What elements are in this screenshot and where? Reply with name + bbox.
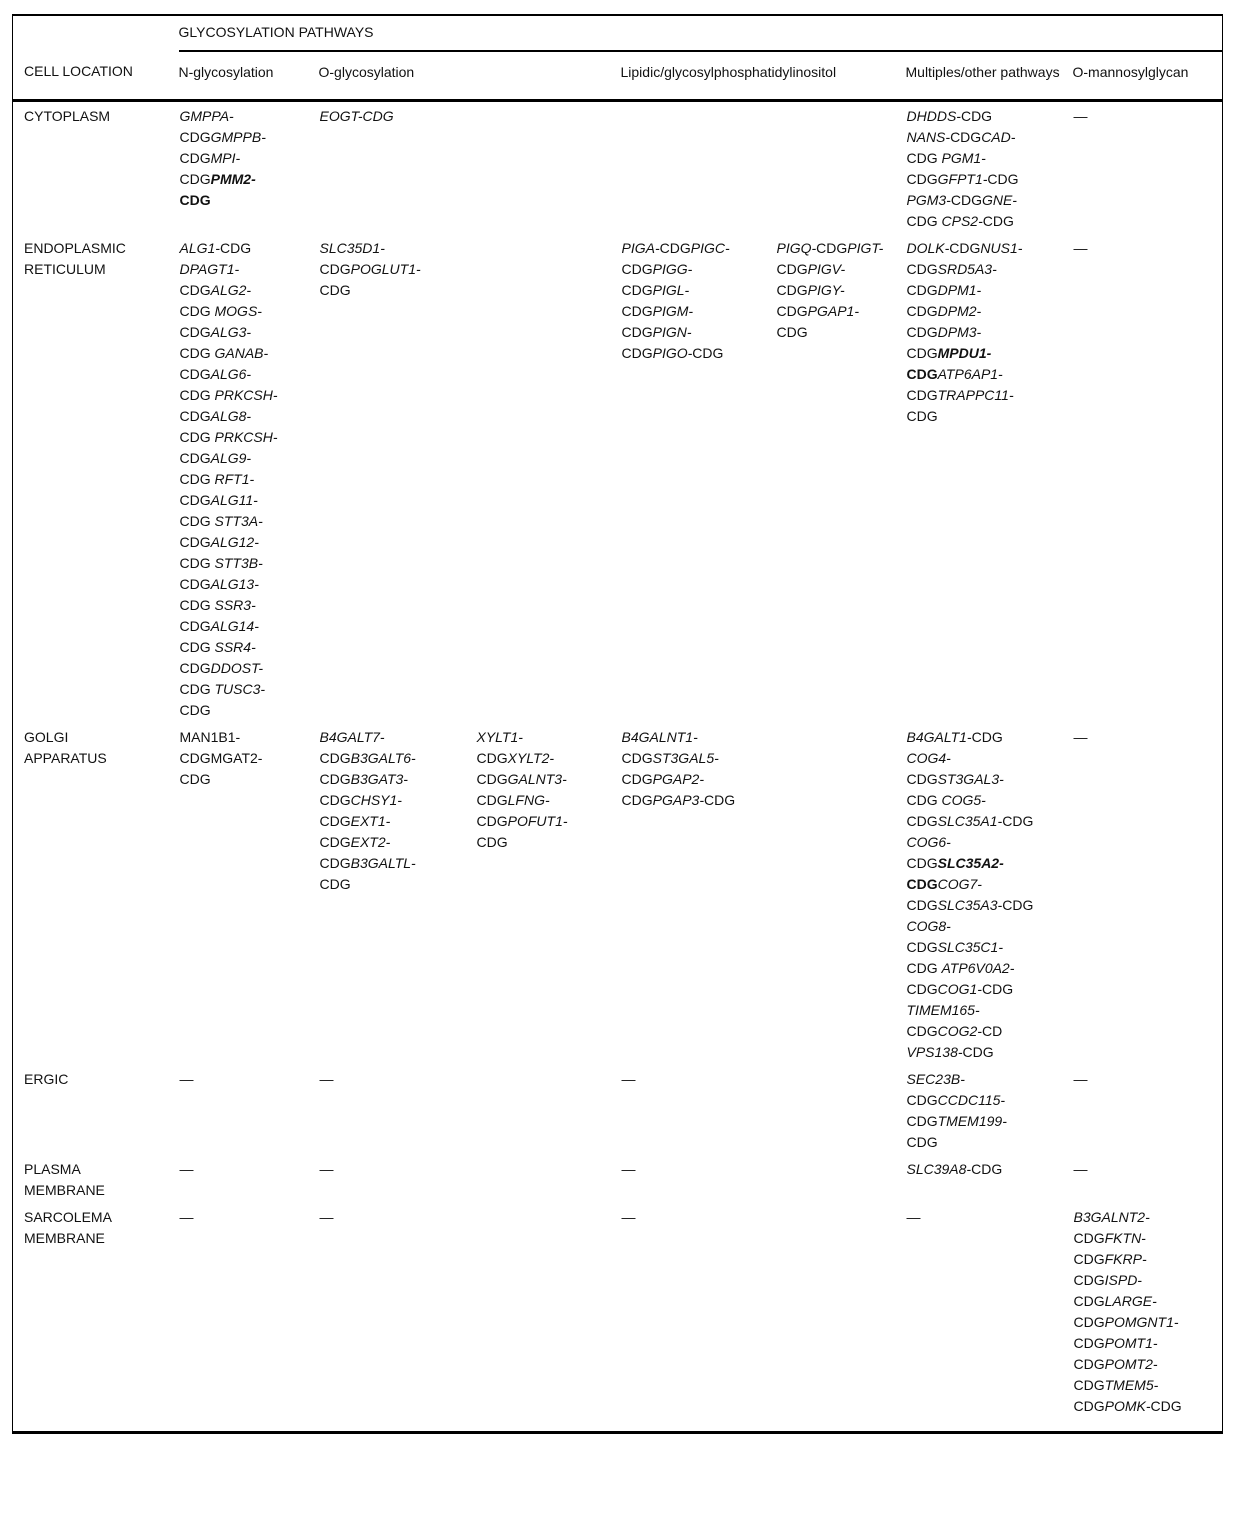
table-row (13, 1065, 1223, 1155)
cell-multi (906, 1155, 1073, 1203)
text-run: SSR4- (214, 639, 256, 655)
text-run: DPM3- (937, 324, 982, 340)
cell-n-gly (179, 1065, 319, 1155)
table-row (13, 101, 1223, 235)
text-run: CD (981, 1023, 1003, 1039)
text-run: DPM1- (937, 282, 982, 298)
text-run: SRD5A3- (937, 261, 997, 277)
cell-n-gly (179, 1203, 319, 1433)
text-run: CDG (179, 171, 211, 187)
text-run: PIGY- (807, 282, 845, 298)
text-run: CDG (179, 150, 211, 166)
table-row (13, 723, 1223, 1065)
text-run: VPS138- (906, 1044, 963, 1060)
text-run: PMM2- (210, 171, 256, 187)
cell-o-gly-b (476, 234, 621, 723)
text-run: SLC35A2- (937, 855, 1004, 871)
text-run: COG5- (941, 792, 986, 808)
text-run: COG7- (937, 876, 982, 892)
table-body (13, 101, 1223, 1433)
text-run: CDG (987, 171, 1019, 187)
column-header-row (13, 51, 1223, 101)
col-header-cell-location: CELL LOCATION (13, 51, 179, 101)
col-header-o-mannosylglycan: O-mannosylglycan (1073, 51, 1223, 101)
text-run: CDG (1073, 1230, 1105, 1246)
text-run: CDG (476, 750, 508, 766)
cell-o-gly-a (319, 1203, 476, 1433)
text-run: CDG (179, 303, 215, 319)
col-header-n-glycosylation: N-glycosylation (179, 51, 319, 101)
text-run: CDG (179, 513, 215, 529)
cell-o-gly-a (319, 234, 476, 723)
text-run: — (319, 1161, 334, 1177)
text-run: CDG (621, 261, 653, 277)
text-run: CDG (906, 150, 942, 166)
text-run: ALG12- (210, 534, 259, 550)
cell-lip-b (776, 1155, 906, 1203)
text-run: CDG (179, 597, 215, 613)
text-run: CDG (179, 387, 215, 403)
text-run: CDG (906, 1134, 938, 1150)
cell-multi (906, 101, 1073, 235)
cell-o-gly-a (319, 1155, 476, 1203)
text-run: — (179, 1071, 194, 1087)
text-run: DPAGT1- (179, 261, 240, 277)
cell-o-gly-b (476, 101, 621, 235)
text-run: PIGL- (652, 282, 690, 298)
text-run: — (1073, 1161, 1088, 1177)
text-run: GALNT3- (507, 771, 567, 787)
text-run: CDG (319, 855, 351, 871)
table-row (13, 1203, 1223, 1433)
text-run: ALG9- (210, 450, 252, 466)
cell-n-gly (179, 234, 319, 723)
text-run: CDG (319, 750, 351, 766)
cell-o-gly-b (476, 1065, 621, 1155)
text-run: CDG (906, 1113, 938, 1129)
text-run: CDG (476, 813, 508, 829)
text-run: CDG (319, 876, 351, 892)
text-run: SLC35A3- (937, 897, 1003, 913)
text-run: CDG (906, 282, 938, 298)
text-run: CDG (621, 324, 653, 340)
text-run: CDG (319, 261, 351, 277)
text-run: CDG (906, 1092, 938, 1108)
cell-location: CYTOPLASM (24, 108, 111, 124)
text-run: FKRP- (1104, 1251, 1147, 1267)
text-run: MPI- (210, 150, 241, 166)
table-row (13, 1155, 1223, 1203)
text-run: SLC39A8- (906, 1161, 972, 1177)
text-run: CDG (179, 366, 211, 382)
text-run: CDG (319, 792, 351, 808)
text-run: PIGN- (652, 324, 692, 340)
text-run: CDG (179, 450, 211, 466)
text-run: CCDC115- (937, 1092, 1006, 1108)
text-run: CDG (1150, 1398, 1182, 1414)
text-run: CDG (1073, 1335, 1105, 1351)
text-run: — (319, 1071, 334, 1087)
cell-o-gly-b (476, 1203, 621, 1433)
text-run: ALG3- (210, 324, 252, 340)
text-run: — (319, 1209, 334, 1225)
text-run: PIGG- (652, 261, 693, 277)
text-run: CDG (621, 792, 653, 808)
text-run: CDG (1073, 1398, 1105, 1414)
empty-corner-cell (13, 15, 179, 51)
text-run: — (179, 1209, 194, 1225)
text-run: POMT1- (1104, 1335, 1158, 1351)
cell-location: ERGIC (24, 1071, 69, 1087)
text-run: ISPD- (1104, 1272, 1142, 1288)
text-run: DDOST- (210, 660, 264, 676)
cell-o-man (1073, 1065, 1223, 1155)
text-run: CDG (179, 702, 211, 718)
text-run: CDG (179, 192, 211, 208)
text-run: PRKCSH- (214, 387, 278, 403)
col-header-lipidic: Lipidic/glycosylphosphatidylinositol (621, 51, 906, 101)
text-run: GNE- (981, 192, 1017, 208)
text-run: B4GALT1- (906, 729, 972, 745)
text-run: ALG13- (210, 576, 259, 592)
cell-lip-a (621, 1155, 776, 1203)
text-run: GMPPA- (179, 108, 234, 124)
cell-lip-b (776, 1203, 906, 1433)
text-run: XYLT1- (476, 729, 523, 745)
cell-location: PLASMA MEMBRANE (24, 1161, 105, 1198)
text-run: CDG (319, 771, 351, 787)
text-run: — (621, 1161, 636, 1177)
text-run: CDG (179, 492, 211, 508)
text-run: COG4- (906, 750, 951, 766)
cell-o-man (1073, 101, 1223, 235)
text-run: MAN1B1-CDGMGAT2-CDG (179, 729, 263, 787)
text-run: ALG8- (210, 408, 252, 424)
text-run: CDG (906, 171, 938, 187)
text-run: RFT1- (214, 471, 255, 487)
text-run: MPDU1- (937, 345, 992, 361)
text-run: DOLK- (906, 240, 950, 256)
text-run: CDG (179, 345, 215, 361)
text-run: XYLT2- (507, 750, 555, 766)
text-run: PGAP2- (652, 771, 704, 787)
text-run: POGLUT1- (350, 261, 421, 277)
text-run: PIGT- (847, 240, 884, 256)
text-run: COG1- (937, 981, 982, 997)
cell-n-gly (179, 723, 319, 1065)
text-run: CDG (982, 213, 1014, 229)
text-run: SSR3- (214, 597, 256, 613)
text-run: LARGE- (1104, 1293, 1157, 1309)
text-run: B3GAT3- (350, 771, 408, 787)
cell-lip-a (621, 101, 776, 235)
text-run: ST3GAL3- (937, 771, 1004, 787)
cell-lip-b (776, 1065, 906, 1155)
text-run: CDG (179, 681, 215, 697)
text-run: SEC23B- (906, 1071, 965, 1087)
text-run: — (621, 1071, 636, 1087)
text-run: CDG (906, 897, 938, 913)
text-run: PGAP3- (652, 792, 704, 808)
text-run: CDG (703, 792, 736, 808)
text-run: CDG (906, 771, 938, 787)
text-run: — (1073, 240, 1088, 256)
glycosylation-pathways-table (12, 14, 1223, 1434)
text-run: B3GALTL- (350, 855, 416, 871)
text-run: TMEM199- (937, 1113, 1007, 1129)
text-run: CDG (179, 660, 211, 676)
text-run: CDG (906, 855, 938, 871)
text-run: ALG1- (179, 240, 220, 256)
text-run: ATP6AP1- (937, 366, 1003, 382)
text-run: CDG (906, 303, 938, 319)
text-run: STT3B- (214, 555, 263, 571)
text-run: EXT2- (350, 834, 391, 850)
text-run: PGM1- (941, 150, 986, 166)
text-run: POMK- (1104, 1398, 1151, 1414)
group-header: GLYCOSYLATION PATHWAYS (179, 15, 1223, 51)
text-run: POMGNT1- (1104, 1314, 1179, 1330)
text-run: CDG (621, 771, 653, 787)
text-run: CDG (776, 324, 808, 340)
text-run: CDG (906, 408, 938, 424)
text-run: CDG (906, 324, 938, 340)
text-run: CDG (981, 981, 1014, 997)
text-run: TUSC3- (214, 681, 266, 697)
cell-lip-a (621, 1065, 776, 1155)
text-run: CDG (776, 303, 808, 319)
text-run: — (1073, 1071, 1088, 1087)
text-run: TIMEM165- (906, 1002, 980, 1018)
cell-o-man (1073, 234, 1223, 723)
text-run: CHSY1- (350, 792, 402, 808)
text-run: PIGV- (807, 261, 846, 277)
cell-multi (906, 1065, 1073, 1155)
text-run: GMPPB- (210, 129, 266, 145)
text-run: CDG (816, 240, 848, 256)
cell-o-man (1073, 723, 1223, 1065)
text-run: PGM3- (906, 192, 951, 208)
text-run: — (621, 1209, 636, 1225)
text-run: CDG (1073, 1314, 1105, 1330)
cell-lip-b (776, 723, 906, 1065)
text-run: CDG (179, 555, 215, 571)
text-run: CDG (179, 618, 211, 634)
text-run: ALG14- (210, 618, 259, 634)
text-run: CDG (319, 813, 351, 829)
text-run: CDG (971, 1161, 1003, 1177)
text-run: LFNG- (507, 792, 550, 808)
cell-o-gly-a (319, 101, 476, 235)
cell-location: GOLGI APPARATUS (24, 729, 107, 766)
text-run: — (179, 1161, 194, 1177)
text-run: SLC35D1- (319, 240, 385, 256)
text-run: FKTN- (1104, 1230, 1146, 1246)
text-run: CDG (1073, 1293, 1105, 1309)
text-run: CDG (476, 792, 508, 808)
text-run: STT3A- (214, 513, 263, 529)
cell-o-man (1073, 1155, 1223, 1203)
cell-lip-a (621, 234, 776, 723)
text-run: PRKCSH- (214, 429, 278, 445)
text-run: CDG (179, 639, 215, 655)
cell-n-gly (179, 1155, 319, 1203)
text-run: MOGS- (214, 303, 262, 319)
cell-lip-b (776, 234, 906, 723)
text-run: CDG (906, 387, 938, 403)
text-run: — (906, 1209, 921, 1225)
cell-n-gly (179, 101, 319, 235)
text-run: NANS- (906, 129, 951, 145)
col-header-multiples-other-pathways: Multiples/other pathways (906, 51, 1073, 101)
text-run: CDG (906, 792, 942, 808)
text-run: B3GALT6- (350, 750, 416, 766)
cell-multi (906, 723, 1073, 1065)
text-run: CDG (906, 366, 938, 382)
table-header (13, 15, 1223, 101)
text-run: SLC35A1- (937, 813, 1003, 829)
text-run: COG2- (937, 1023, 982, 1039)
text-run: ST3GAL5- (652, 750, 719, 766)
cell-location: SARCOLEMA MEMBRANE (24, 1209, 112, 1246)
cell-o-man (1073, 1203, 1223, 1433)
text-run: CDG (950, 192, 982, 208)
text-run: CDG (906, 960, 942, 976)
text-run: B3GALNT2- (1073, 1209, 1150, 1225)
text-run: CDG (950, 129, 982, 145)
text-run: CDG (476, 771, 508, 787)
text-run: CDG (776, 261, 808, 277)
text-run: DPM2- (937, 303, 982, 319)
text-run: CDG (906, 261, 938, 277)
text-run: COG8- (906, 918, 951, 934)
text-run: CDG (219, 240, 252, 256)
text-run: CDG (1073, 1356, 1105, 1372)
text-run: CDG (179, 282, 211, 298)
text-run: PIGC- (690, 240, 730, 256)
text-run: CDG (179, 471, 215, 487)
text-run: CDG (776, 282, 808, 298)
text-run: — (1073, 108, 1088, 124)
text-run: DHDDS- (906, 108, 961, 124)
group-header-row (13, 15, 1223, 51)
text-run: ALG6- (210, 366, 252, 382)
text-run: POMT2- (1104, 1356, 1158, 1372)
text-run: CDG (1073, 1272, 1105, 1288)
text-run: GFPT1- (937, 171, 988, 187)
cell-o-gly-a (319, 1065, 476, 1155)
text-run: CDG (659, 240, 691, 256)
text-run: ATP6V0A2- (941, 960, 1015, 976)
text-run: CDG (962, 1044, 994, 1060)
cell-location: ENDOPLASMIC RETICULUM (24, 240, 126, 277)
text-run: CDG (621, 750, 653, 766)
text-run: PIGO- (652, 345, 693, 361)
cell-multi (906, 234, 1073, 723)
text-run: CDG (476, 834, 508, 850)
text-run: CDG (1073, 1377, 1105, 1393)
text-run: CDG (906, 1023, 938, 1039)
text-run: CDG (906, 876, 938, 892)
cell-o-gly-a (319, 723, 476, 1065)
text-run: CDG (319, 282, 351, 298)
col-header-o-glycosylation: O-glycosylation (319, 51, 621, 101)
text-run: CDG (179, 324, 211, 340)
text-run: CDG (906, 939, 938, 955)
text-run: CDG (906, 813, 938, 829)
text-run: CDG (1073, 1251, 1105, 1267)
text-run: PIGA- (621, 240, 660, 256)
text-run: CDG (179, 429, 215, 445)
text-run: CPS2- (941, 213, 983, 229)
text-run: CDG (692, 345, 724, 361)
text-run: CDG (906, 213, 942, 229)
text-run: B4GALNT1- (621, 729, 698, 745)
text-run: PIGQ- (776, 240, 817, 256)
text-run: PGAP1- (807, 303, 859, 319)
text-run: CDG (906, 345, 938, 361)
text-run: B4GALT7- (319, 729, 385, 745)
text-run: PIGM- (652, 303, 694, 319)
text-run: CDG (179, 408, 211, 424)
text-run: CDG (1002, 897, 1034, 913)
text-run: CDG (621, 345, 653, 361)
text-run: TRAPPC11- (937, 387, 1014, 403)
text-run: TMEM5- (1104, 1377, 1159, 1393)
table-row (13, 234, 1223, 723)
cell-lip-a (621, 1203, 776, 1433)
text-run: CDG (319, 834, 351, 850)
text-run: CDG (179, 534, 211, 550)
text-run: NUS1- (980, 240, 1023, 256)
text-run: EXT1- (350, 813, 391, 829)
text-run: CDG (621, 282, 653, 298)
text-run: SLC35C1- (937, 939, 1003, 955)
text-run: CDG (971, 729, 1003, 745)
text-run: EOGT-CDG (319, 108, 394, 124)
text-run: GANAB- (214, 345, 269, 361)
text-run: POFUT1- (507, 813, 568, 829)
text-run: CAD- (981, 129, 1016, 145)
text-run: ALG2- (210, 282, 252, 298)
text-run: CDG (949, 240, 981, 256)
text-run: CDG (179, 129, 211, 145)
cell-o-gly-b (476, 723, 621, 1065)
text-run: COG6- (906, 834, 951, 850)
cell-o-gly-b (476, 1155, 621, 1203)
cell-lip-a (621, 723, 776, 1065)
text-run: CDG (621, 303, 653, 319)
text-run: CDG (1002, 813, 1034, 829)
text-run: ALG11- (210, 492, 258, 508)
text-run: CDG (179, 576, 211, 592)
text-run: — (1073, 729, 1088, 745)
cell-lip-b (776, 101, 906, 235)
text-run: CDG (906, 981, 938, 997)
text-run: CDG (960, 108, 993, 124)
cell-multi (906, 1203, 1073, 1433)
